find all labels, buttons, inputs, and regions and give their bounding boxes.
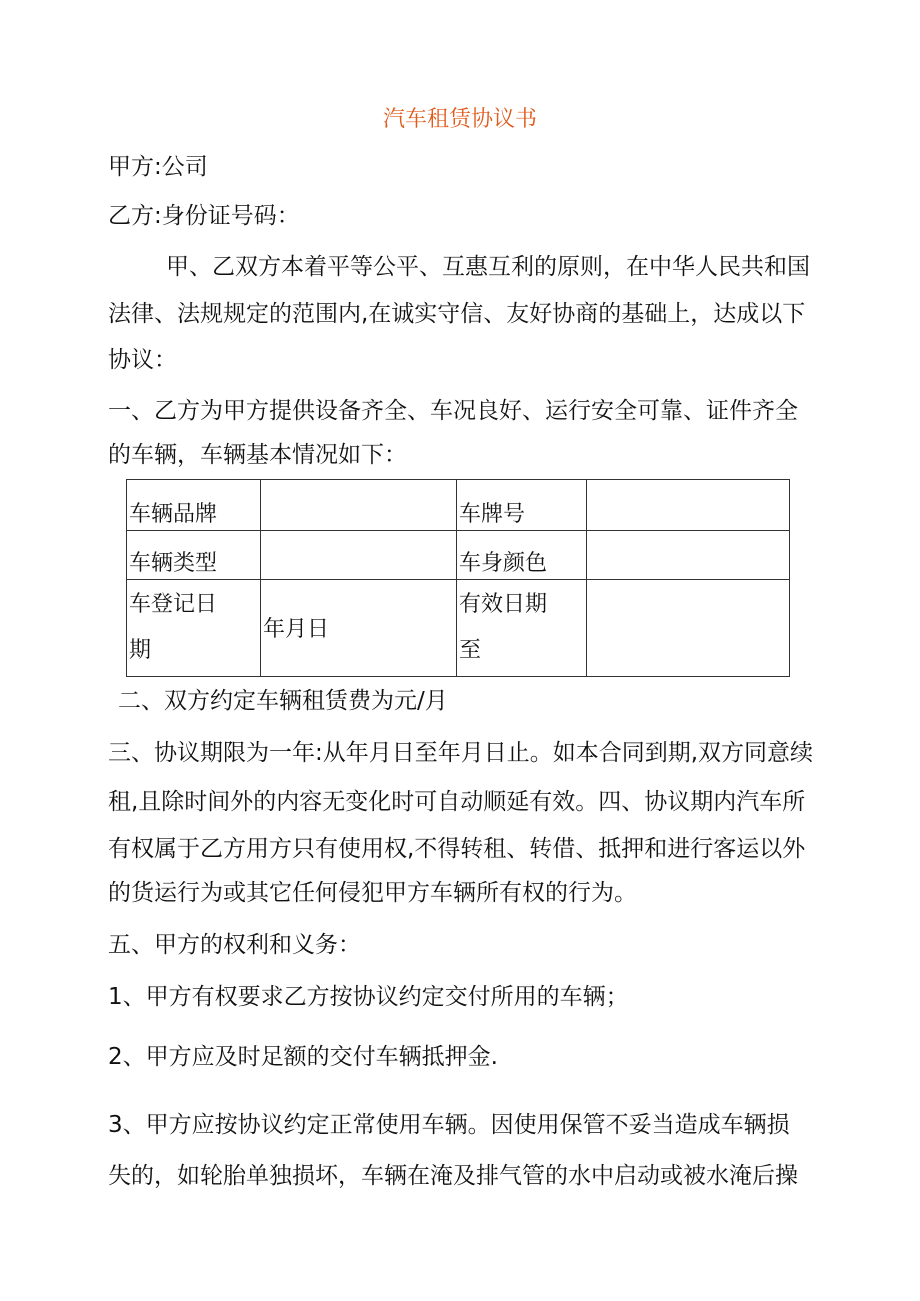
clause1-line-1: 一、乙方为甲方提供设备齐全、车况良好、运行安全可靠、证件齐全	[108, 398, 798, 424]
clause3-line-1: 三、协议期限为一年:从年月日至年月日止。如本合同到期,双方同意续	[108, 740, 814, 766]
preamble-line-1: 甲、乙双方本着平等公平、互惠互利的原则，在中华人民共和国	[166, 254, 810, 280]
reg-date-value-cell: 年月日	[261, 580, 457, 677]
clause5-item-3-line-2: 失的，如轮胎单独损坏，车辆在淹及排气管的水中启动或被水淹后操	[108, 1163, 798, 1189]
valid-date-value-cell	[587, 580, 790, 677]
party-a-line: 甲方:公司	[108, 154, 208, 180]
reg-date-label-cell	[127, 580, 261, 677]
plate-value-cell	[587, 480, 790, 531]
clause5-item-1: 1、甲方有权要求乙方按协议约定交付所用的车辆；	[108, 984, 629, 1010]
type-label-cell: 车辆类型	[127, 531, 261, 580]
color-value-cell	[587, 531, 790, 580]
vehicle-info-table	[126, 479, 790, 677]
clause3-line-3: 有权属于乙方用方只有使用权,不得转租、转借、抵押和进行客运以外	[108, 836, 806, 862]
type-value-cell	[261, 531, 457, 580]
clause3-line-2: 租,且除时间外的内容无变化时可自动顺延有效。四、协议期内汽车所	[108, 789, 806, 815]
reg-date-label-part-2: 期	[129, 638, 152, 663]
brand-label-cell: 车辆品牌	[127, 480, 261, 531]
valid-date-label-cell	[457, 580, 587, 677]
table-row	[127, 480, 790, 531]
plate-label-cell: 车牌号	[457, 480, 587, 531]
clause5-heading: 五、甲方的权利和义务：	[108, 932, 361, 958]
table-row	[127, 531, 790, 580]
preamble-line-2: 法律、法规规定的范围内,在诚实守信、友好协商的基础上，达成以下	[108, 301, 806, 327]
clause2-line: 二、双方约定车辆租赁费为元/月	[118, 688, 448, 714]
color-label-cell: 车身颜色	[457, 531, 587, 580]
valid-date-label-part-2: 至	[459, 638, 482, 663]
clause1-line-2: 的车辆，车辆基本情况如下：	[108, 442, 407, 468]
party-b-line: 乙方:身份证号码：	[108, 203, 300, 229]
valid-date-label-part-1: 有效日期	[459, 592, 548, 617]
clause5-item-2: 2、甲方应及时足额的交付车辆抵押金.	[108, 1044, 498, 1070]
clause3-line-4: 的货运行为或其它任何侵犯甲方车辆所有权的行为。	[108, 880, 637, 906]
clause5-item-3-line-1: 3、甲方应按协议约定正常使用车辆。因使用保管不妥当造成车辆损	[108, 1112, 790, 1138]
preamble-line-3: 协议：	[108, 347, 177, 373]
table-row	[127, 580, 790, 677]
reg-date-label-part-1: 车登记日	[129, 592, 218, 617]
brand-value-cell	[261, 480, 457, 531]
document-title: 汽车租赁协议书	[382, 107, 537, 132]
